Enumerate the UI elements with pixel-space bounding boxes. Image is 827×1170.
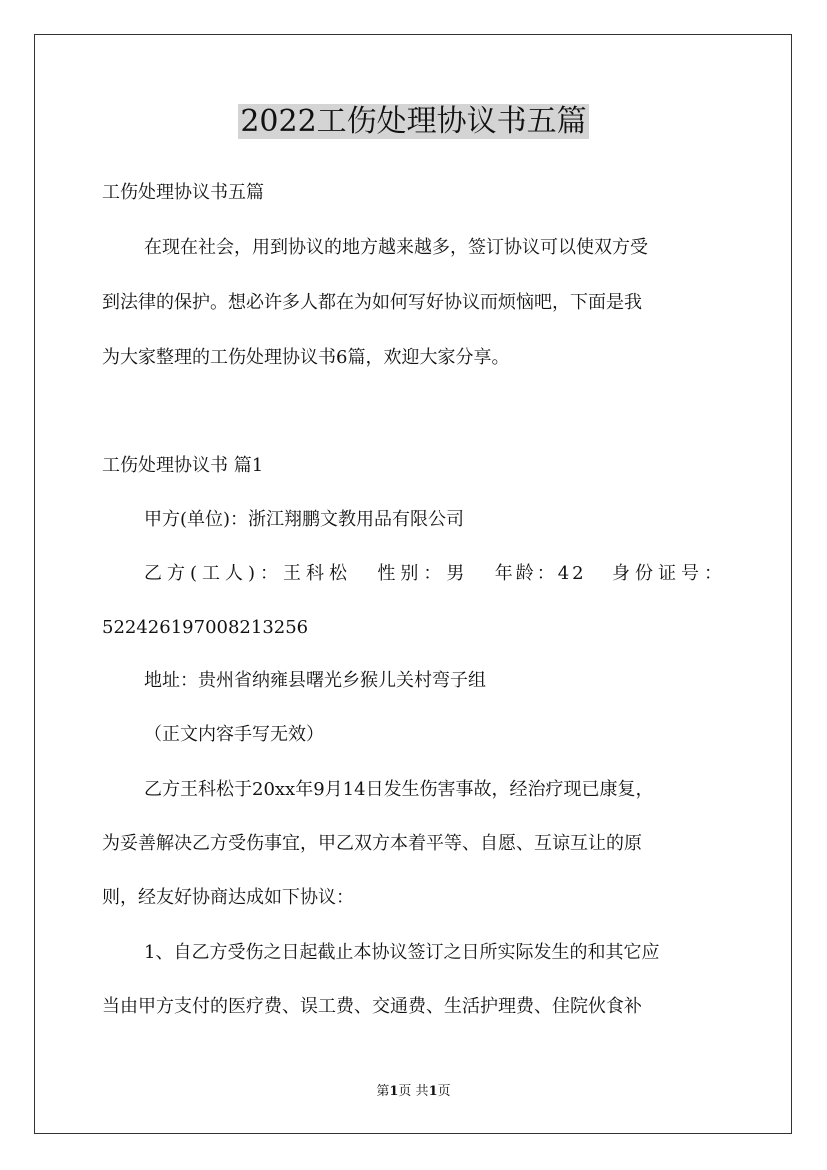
intro-paragraph-line-1: 在现在社会，用到协议的地方越来越多，签订协议可以使双方受: [144, 237, 648, 258]
address-line: 地址：贵州省纳雍县曙光乡猴儿关村弯子组: [144, 670, 486, 691]
page-footer: [0, 1083, 827, 1101]
intro-paragraph-line-2: 到法律的保护。想必许多人都在为如何写好协议而烦恼吧，下面是我: [102, 292, 642, 313]
body-paragraph-1-line-2: 为妥善解决乙方受伤事宜，甲乙双方本着平等、自愿、互谅互让的原: [102, 833, 642, 854]
intro-paragraph-line-3: 为大家整理的工伤处理协议书6篇，欢迎大家分享。: [102, 347, 510, 368]
subtitle-line: 工伤处理协议书五篇: [102, 182, 264, 203]
footer-prefix: 第: [376, 1084, 390, 1099]
footer-mid: 页 共: [398, 1084, 429, 1099]
party-b-gender: 性别：男: [377, 563, 470, 584]
footer-total-pages: 1: [428, 1084, 438, 1099]
footer-suffix: 页: [437, 1084, 451, 1099]
party-a-line: 甲方(单位)：浙江翔鹏文教用品有限公司: [144, 509, 465, 530]
document-title: 2022工伤处理协议书五篇: [240, 104, 587, 139]
party-b-id-label: 身份证号：: [611, 563, 727, 584]
party-b-age: 年龄：42: [494, 563, 587, 584]
clause-1-line-1: 1、自乙方受伤之日起截止本协议签订之日所实际发生的和其它应: [144, 942, 660, 963]
section-heading: 工伤处理协议书 篇1: [102, 455, 264, 476]
body-paragraph-1-line-1: 乙方王科松于20xx年9月14日发生伤害事故，经治疗现已康复，: [144, 779, 654, 800]
body-paragraph-1-line-3: 则，经友好协商达成如下协议：: [102, 887, 354, 908]
footer-page-number: 1: [389, 1084, 399, 1099]
id-number-line: 522426197008213256: [102, 617, 309, 638]
party-b-line: [144, 561, 727, 587]
party-b-name: 乙方(工人)：王科松: [144, 563, 353, 584]
notice-line: （正文内容手写无效）: [144, 724, 324, 745]
clause-1-line-2: 当由甲方支付的医疗费、误工费、交通费、生活护理费、住院伙食补: [102, 996, 642, 1017]
